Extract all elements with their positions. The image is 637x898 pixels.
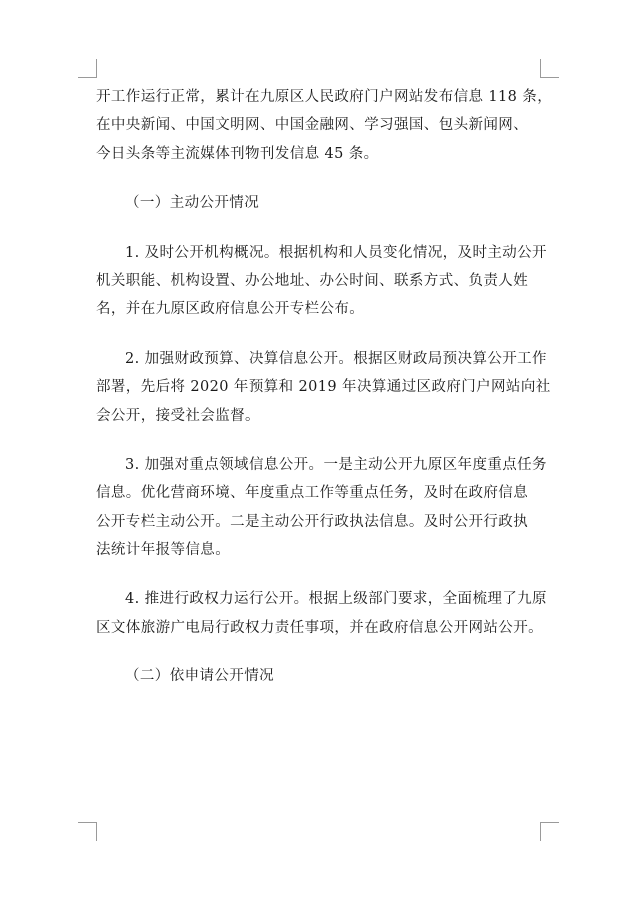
text-line: 开工作运行正常，累计在九原区人民政府门户网站发布信息 118 条， [96, 89, 553, 105]
text-line: 公开专栏主动公开。二是主动公开行政执法信息。及时公开行政执 [96, 513, 529, 530]
text-line: 今日头条等主流媒体刊物刊发信息 45 条。 [96, 145, 379, 162]
document-body [96, 83, 554, 691]
margin-mark-top-left [78, 59, 97, 78]
text-line: 机关职能、机构设置、办公地址、办公时间、联系方式、负责人姓 [96, 272, 529, 289]
intro-paragraph [96, 83, 554, 168]
text-line: 名，并在九原区政府信息公开专栏公布。 [96, 301, 365, 318]
paragraph-item-1 [96, 239, 554, 324]
paragraph-item-4 [96, 585, 554, 642]
text-line: 1. 及时公开机构概况。根据机构和人员变化情况，及时主动公开 [125, 244, 547, 261]
paragraph-item-3 [96, 451, 554, 565]
text-line: 信息。优化营商环境、年度重点工作等重点任务，及时在政府信息 [96, 485, 529, 502]
text-line: 区文体旅游广电局行政权力责任事项，并在政府信息公开网站公开。 [96, 619, 543, 636]
section-heading-proactive-disclosure: （一）主动公开情况 [125, 195, 260, 212]
text-line: 3. 加强对重点领域信息公开。一是主动公开九原区年度重点任务 [125, 456, 547, 473]
margin-mark-top-right [540, 59, 559, 78]
text-line: 4. 推进行政权力运行公开。根据上级部门要求，全面梳理了九原 [125, 591, 547, 608]
text-line: 在中央新闻、中国文明网、中国金融网、学习强国、包头新闻网、 [96, 117, 529, 134]
text-line: 会公开，接受社会监督。 [96, 407, 260, 424]
paragraph-item-2 [96, 345, 554, 430]
text-line: 2. 加强财政预算、决算信息公开。根据区财政局预决算公开工作 [125, 350, 547, 367]
margin-mark-bottom-right [540, 822, 559, 841]
text-line: 法统计年报等信息。 [96, 542, 231, 559]
text-line: 部署，先后将 2020 年预算和 2019 年决算通过区政府门户网站向社 [96, 379, 551, 396]
section-heading-request-disclosure: （二）依申请公开情况 [125, 668, 274, 685]
margin-mark-bottom-left [78, 822, 97, 841]
